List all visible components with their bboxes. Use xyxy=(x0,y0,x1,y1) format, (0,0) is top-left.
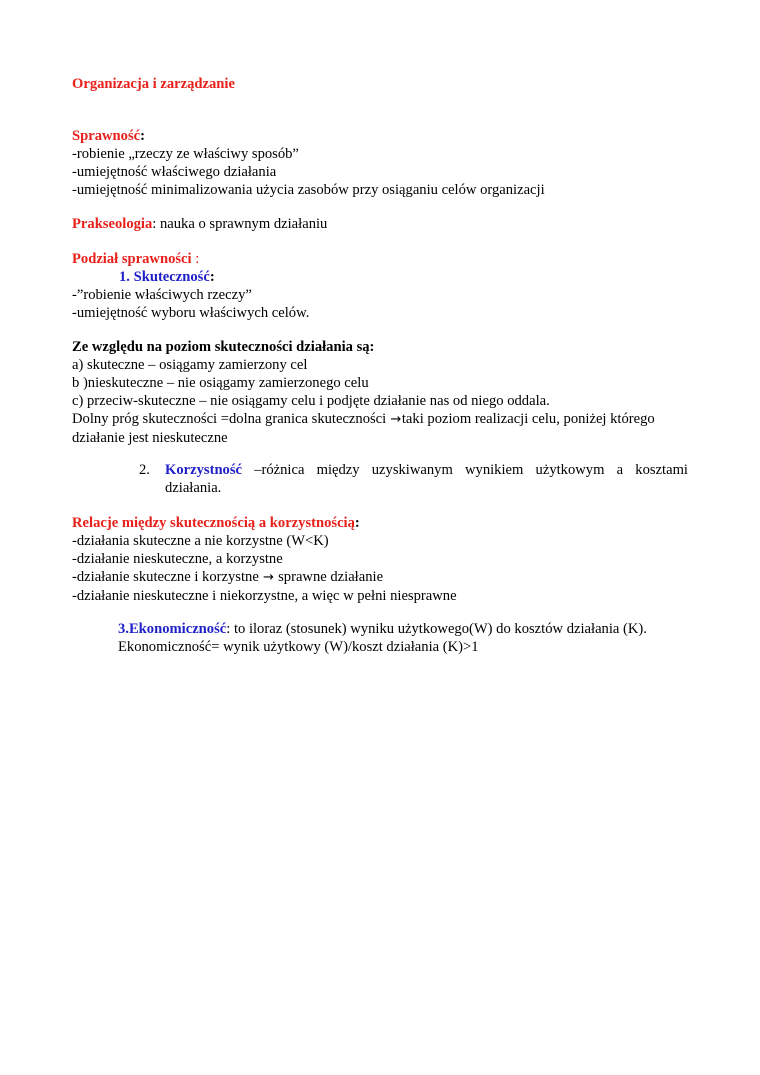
ekonomicznosc-term: 3.Ekonomiczność xyxy=(118,621,227,637)
prakseologia-line xyxy=(72,215,688,233)
relacje-heading-line xyxy=(72,514,688,532)
relacje-item: -działanie nieskuteczne, a korzystne xyxy=(72,551,283,567)
korzystnosc-number: 2. xyxy=(139,462,150,478)
prog-text-after: taki poziom realizacji celu, poniżej którego xyxy=(401,411,655,427)
document-title: Organizacja i zarządzanie xyxy=(72,76,235,92)
relacje-item3-before: -działanie skuteczne i korzystne xyxy=(72,569,263,585)
sprawnosc-colon: : xyxy=(140,128,145,144)
prakseologia-section xyxy=(72,215,688,233)
ekonomicznosc-formula: Ekonomiczność= wynik użytkowy (W)/koszt działania (K)>1 xyxy=(118,639,479,655)
relacje-heading: Relacje między skutecznością a korzystnością xyxy=(72,515,355,531)
podzial-colon: : xyxy=(191,251,200,267)
korzystnosc-section xyxy=(139,461,688,497)
ekonomicznosc-section xyxy=(118,620,688,656)
prog-line-2: działanie jest nieskuteczne xyxy=(72,430,228,446)
poziom-section xyxy=(72,338,688,447)
relacje-item: -działania skuteczne a nie korzystne (W<K) xyxy=(72,533,329,549)
poziom-item: c) przeciw-skuteczne – nie osiągamy celu i podjęte działanie nas od niego oddala. xyxy=(72,393,550,409)
ekonomicznosc-line xyxy=(118,620,688,638)
relacje-colon: : xyxy=(354,515,360,531)
korzystnosc-definition: –różnica między uzyskiwanym wynikiem użytkowym a kosztami działania. xyxy=(165,462,688,496)
sprawnosc-item: -robienie „rzeczy ze właściwy sposób” xyxy=(72,146,299,162)
relacje-item-3 xyxy=(72,568,688,587)
skutecznosc-heading-line xyxy=(72,268,688,286)
podzial-item: -”robienie właściwych rzeczy” xyxy=(72,287,252,303)
sprawnosc-item: -umiejętność właściwego działania xyxy=(72,164,277,180)
korzystnosc-paragraph xyxy=(165,461,688,497)
sprawnosc-heading: Sprawność xyxy=(72,128,141,144)
podzial-item: -umiejętność wyboru właściwych celów. xyxy=(72,305,310,321)
sprawnosc-heading-line xyxy=(72,127,688,145)
relacje-item3-after: sprawne działanie xyxy=(274,569,384,585)
sprawnosc-item: -umiejętność minimalizowania użycia zasobów przy osiąganiu celów organizacji xyxy=(72,182,545,198)
right-arrow-icon: → xyxy=(263,570,274,585)
relacje-section xyxy=(72,514,688,605)
podzial-section xyxy=(72,250,688,322)
right-arrow-icon: → xyxy=(390,412,402,427)
korzystnosc-term: Korzystność xyxy=(165,462,243,478)
prog-text-before: Dolny próg skuteczności =dolna granica skuteczności xyxy=(72,411,390,427)
podzial-heading: Podział sprawności xyxy=(72,251,192,267)
podzial-heading-line xyxy=(72,250,688,268)
sprawnosc-section xyxy=(72,127,688,199)
prog-line xyxy=(72,410,688,429)
skutecznosc-colon: : xyxy=(209,269,215,285)
prakseologia-term: Prakseologia xyxy=(72,216,153,232)
poziom-item: b )nieskuteczne – nie osiągamy zamierzonego celu xyxy=(72,375,369,391)
ekonomicznosc-definition: : to iloraz (stosunek) wyniku użytkowego(W) do kosztów działania (K). xyxy=(226,621,647,637)
title-block xyxy=(72,75,688,93)
poziom-item: a) skuteczne – osiągamy zamierzony cel xyxy=(72,357,308,373)
poziom-heading: Ze względu na poziom skuteczności działania są: xyxy=(72,339,375,355)
skutecznosc-heading: 1. Skuteczność xyxy=(119,269,210,285)
relacje-item: -działanie nieskuteczne i niekorzystne, a więc w pełni niesprawne xyxy=(72,588,457,604)
prakseologia-definition: : nauka o sprawnym działaniu xyxy=(152,216,328,232)
